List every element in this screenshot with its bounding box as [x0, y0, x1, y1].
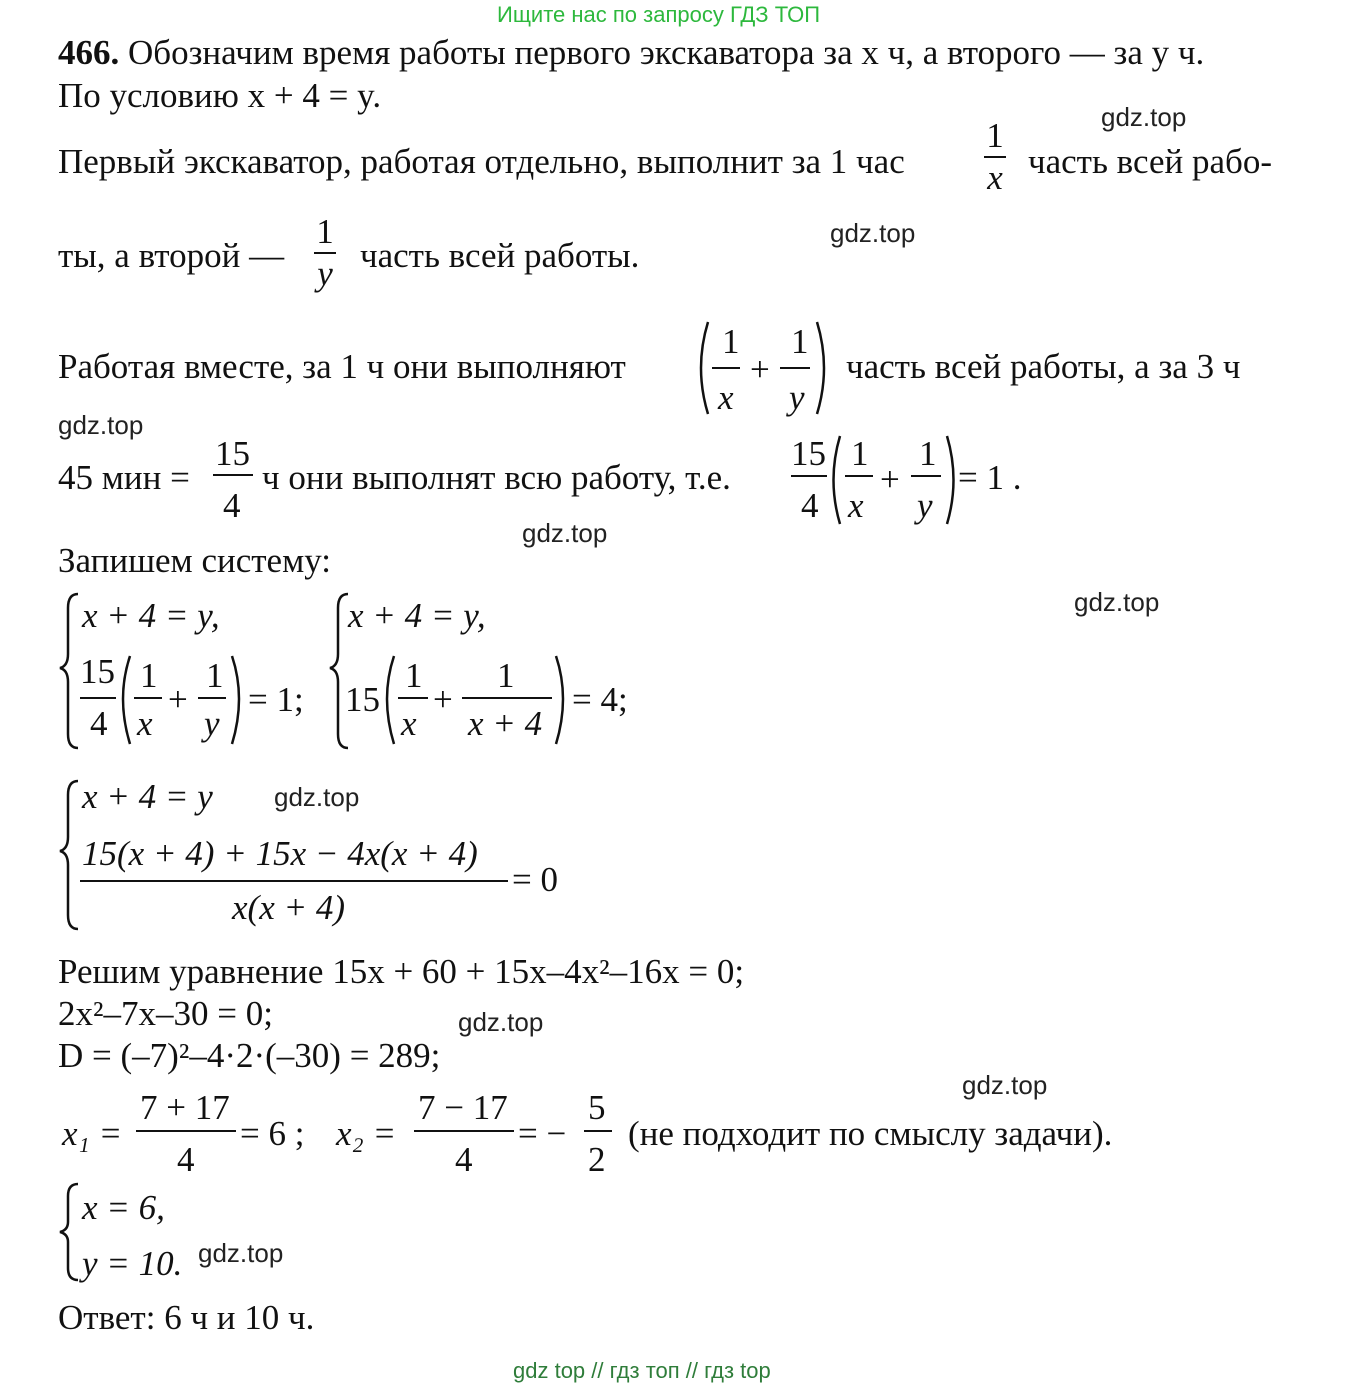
- system-b-eq1: x + 4 = y,: [348, 596, 486, 635]
- problem-line-5a: Работая вместе, за 1 ч они выполняют: [58, 347, 626, 386]
- problem-line-5b: часть всей работы, а за 3 ч: [846, 347, 1241, 386]
- watermark: gdz.top: [522, 518, 608, 548]
- root-x2-note: (не подходит по смыслу задачи).: [628, 1114, 1113, 1153]
- eq1-num-1b: 1: [919, 434, 937, 473]
- solution-x: x = 6,: [82, 1188, 165, 1227]
- system-a-den-x: x: [137, 704, 153, 743]
- root-x2-line: [414, 1130, 514, 1132]
- root-x2-num: 7 − 17: [418, 1088, 508, 1127]
- problem-line-10: D = (–7)²–4·2·(–30) = 289;: [58, 1036, 441, 1075]
- frac-den: x: [987, 158, 1003, 197]
- problem-line-6b: ч они выполнят всю работу, т.е.: [262, 458, 731, 497]
- frac15-den: 4: [223, 486, 241, 525]
- fraction-1-over-y: [310, 212, 340, 294]
- root-x1-den: 4: [177, 1140, 195, 1179]
- system-a-num-1b: 1: [206, 656, 224, 695]
- watermark: gdz.top: [58, 410, 144, 440]
- root-x2-value: = −: [518, 1114, 567, 1153]
- root-x1-num: 7 + 17: [140, 1088, 230, 1127]
- footer-links[interactable]: gdz top // гдз топ // гдз top: [513, 1358, 771, 1383]
- root-x2-label: x₂ =: [336, 1114, 397, 1153]
- problem-line-4a: ты, а второй —: [58, 236, 285, 275]
- system-b-coef-15: 15: [345, 680, 380, 719]
- eq1-den-4: 4: [801, 486, 819, 525]
- eq1-num-1: 1: [851, 434, 869, 473]
- problem-line-6c: = 1 .: [958, 458, 1022, 497]
- answer: Ответ: 6 ч и 10 ч.: [58, 1298, 315, 1337]
- frac15-num: 15: [215, 434, 250, 473]
- system-a-den-y: y: [204, 704, 220, 743]
- problem-line-7: Запишем систему:: [58, 541, 331, 580]
- problem-line-3b: часть всей рабо-: [1028, 142, 1272, 181]
- plus-sign: +: [433, 680, 453, 719]
- watermark: gdz.top: [198, 1238, 284, 1268]
- sum-num-1: 1: [722, 322, 740, 361]
- watermark: gdz.top: [830, 218, 916, 248]
- system-a-num-15: 15: [80, 652, 115, 691]
- solution-y: y = 10.: [82, 1244, 183, 1283]
- eq1-den-y: y: [917, 486, 933, 525]
- eq1-den-x: x: [848, 486, 864, 525]
- system-c-numerator: 15(x + 4) + 15x − 4x(x + 4): [82, 834, 478, 873]
- system-b-eq2-rhs: = 4;: [572, 680, 628, 719]
- plus-sign: +: [880, 460, 900, 499]
- frac15-line: [213, 474, 253, 476]
- root-x1-label: x₁ =: [62, 1114, 123, 1153]
- sum-num-2: 1: [791, 322, 809, 361]
- problem-number: 466.: [58, 33, 120, 72]
- watermark: gdz.top: [458, 1007, 544, 1037]
- eq1-num-15: 15: [791, 434, 826, 473]
- system-c-rhs: = 0: [512, 860, 558, 899]
- problem-line-8: Решим уравнение 15x + 60 + 15x–4x²–16x = 0;: [58, 952, 745, 991]
- problem-line-1: [58, 33, 1204, 73]
- watermark: gdz.top: [1101, 102, 1187, 132]
- watermark: gdz.top: [1074, 587, 1160, 617]
- system-a-den-4: 4: [90, 704, 108, 743]
- sum-den-x: x: [718, 378, 734, 417]
- problem-line-4b: часть всей работы.: [360, 236, 640, 275]
- plus-sign: +: [750, 350, 770, 389]
- root-x2-fnum: 5: [588, 1088, 606, 1127]
- problem-line-9: 2x²–7x–30 = 0;: [58, 994, 273, 1033]
- watermark: gdz.top: [962, 1070, 1048, 1100]
- root-x2-den: 4: [455, 1140, 473, 1179]
- system-b-den-xp4: x + 4: [468, 704, 543, 743]
- system-a-num-1: 1: [140, 656, 158, 695]
- system-b-num-1b: 1: [497, 656, 515, 695]
- frac-num: 1: [316, 212, 334, 251]
- root-x2-fden: 2: [588, 1140, 606, 1179]
- watermark: gdz.top: [274, 782, 360, 812]
- root-x1-line: [136, 1130, 236, 1132]
- system-c-eq1: x + 4 = y: [82, 777, 213, 816]
- system-c-denominator: x(x + 4): [232, 888, 345, 927]
- problem-text-1: Обозначим время работы первого экскаватора за x ч, а второго — за y ч.: [128, 33, 1205, 72]
- frac-den: y: [317, 254, 333, 293]
- problem-line-6a: 45 мин =: [58, 458, 190, 497]
- plus-sign: +: [168, 680, 188, 719]
- root-x1-value: = 6 ;: [240, 1114, 305, 1153]
- sum-den-y: y: [789, 378, 805, 417]
- system-b-num-1: 1: [405, 656, 423, 695]
- system-a-eq2-rhs: = 1;: [248, 680, 304, 719]
- root-x2-fline: [584, 1130, 612, 1132]
- problem-line-3a: Первый экскаватор, работая отдельно, выполнит за 1 час: [58, 142, 905, 181]
- system-a-eq1: x + 4 = y,: [82, 596, 220, 635]
- problem-line-2: По условию x + 4 = y.: [58, 76, 382, 115]
- system-b-den-x: x: [401, 704, 417, 743]
- header-banner[interactable]: Ищите нас по запросу ГДЗ ТОП: [497, 2, 821, 27]
- frac-num: 1: [986, 116, 1004, 155]
- fraction-1-over-x: [980, 116, 1010, 198]
